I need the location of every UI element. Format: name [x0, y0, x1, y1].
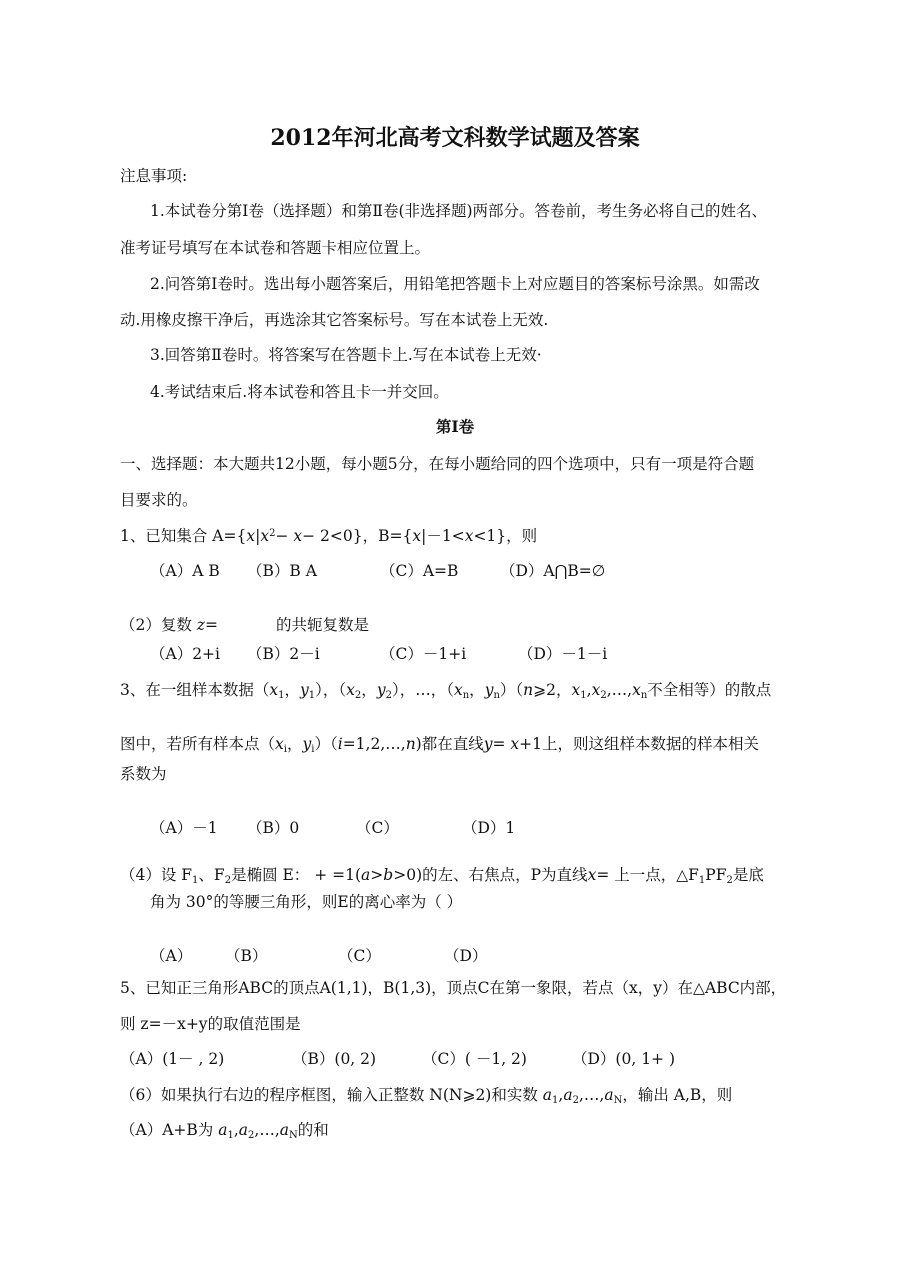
question-5-option-c: （C）( －1, 2) — [422, 1050, 527, 1068]
question-2-option-b: （B）2－i — [247, 645, 320, 663]
question-1-option-b: （B）B A — [247, 562, 317, 580]
question-1-stem: 1、已知集合 $A=\{x|x^2- x- 2<0\}$，B={x|－1<x<1}，则 — [120, 527, 538, 545]
part1-intro-a: 一、选择题：本大题共12小题，每小题5分，在每小题给同的四个选项中，只有一项是符合题 — [120, 455, 755, 473]
question-5-line-1: 5、已知正三角形ABC的顶点A(1,1)，B(1,3)，顶点C在第一象限，若点（x，y）在△ABC内部， — [120, 979, 787, 997]
question-3-option-b: （B）0 — [247, 819, 300, 837]
question-2-stem: （2）复数 z= 的共轭复数是 — [120, 616, 369, 634]
question-6-line-1: （6）如果执行右边的程序框图，输入正整数 N(N⩾2)和实数 $a_1,a_2,\dots,a_N$，输出 A,B，则 — [120, 1086, 733, 1106]
notice-item-1b: 准考证号填写在本试卷和答题卡相应位置上。 — [120, 239, 431, 257]
part1-intro-b: 目要求的。 — [120, 491, 198, 509]
notice-item-2b: 动.用橡皮擦干净后，再选涂其它答案标号。写在本试卷上无效. — [120, 311, 549, 329]
question-4-line-2: 角为 30°的等腰三角形，则E的离心率为（ ） — [150, 893, 463, 911]
question-2-option-c: （C）－1+i — [380, 645, 467, 663]
question-4-option-b: （B） — [225, 947, 268, 965]
notice-item-4: 4.考试结束后.将本试卷和答且卡一并交回。 — [150, 383, 449, 401]
notice-item-1a: 1.本试卷分第Ⅰ卷（选择题）和第Ⅱ卷(非选择题)两部分。答卷前，考生务必将自己的姓名、 — [150, 202, 768, 220]
question-4-option-a: （A） — [150, 947, 193, 965]
question-5-option-b: （B）(0, 2) — [292, 1050, 377, 1068]
question-3-option-d: （D）1 — [462, 819, 516, 837]
question-2-option-a: （A）2+i — [150, 645, 220, 663]
question-4-line-1: （4）设 $F_1$、$F_2$是椭圆 E： + =1(a>b>0)的左、右焦点，P为直线x= 上一点，$\triangle F_1PF_2$是底 — [120, 866, 764, 886]
page-title: 2012年河北高考文科数学试题及答案 — [270, 125, 640, 151]
question-4-option-d: （D） — [444, 947, 488, 965]
notice-item-2a: 2.问答第Ⅰ卷时。选出每小题答案后，用铅笔把答题卡上对应题目的答案标号涂黑。如需改 — [150, 275, 760, 293]
notice-heading: 注息事项: — [120, 167, 188, 185]
question-5-option-d: （D）(0, 1+ ) — [572, 1050, 676, 1068]
question-2-option-d: （D）－1－i — [518, 645, 608, 663]
question-1-option-a: （A）A B — [150, 562, 220, 580]
question-3-line-1: 3、在一组样本数据（$x_1$，$y_1$），（$x_2$，$y_2$），…，（$x_n$，$y_n)(n⩾2$，$x_1,x_2,\dots,x_n$不全相等）的散点 — [120, 681, 772, 701]
question-1-option-c: （C）A=B — [380, 562, 459, 580]
question-4-option-c: （C） — [338, 947, 381, 965]
question-3-line-3: 系数为 — [120, 765, 167, 783]
question-5-line-2: 则 z=－x+y的取值范围是 — [120, 1015, 301, 1033]
question-1-option-d: （D）A⋂B=∅ — [500, 562, 606, 580]
notice-item-3: 3.回答第Ⅱ卷时。将答案写在答题卡上.写在本试卷上无效· — [150, 346, 542, 364]
question-3-option-c: （C） — [356, 819, 399, 837]
question-6-option-a: （A）A+B为 $a_1,a_2,\dots,a_N$的和 — [120, 1121, 329, 1141]
question-5-option-a: （A）(1－ , 2) — [120, 1050, 225, 1068]
question-3-line-2: 图中，若所有样本点（$x_i$，$y_i)(i=1,2,\dots,n)$都在直线y= x+1上，则这组样本数据的样本相关 — [120, 735, 760, 755]
section-title: 第Ⅰ卷 — [435, 417, 475, 436]
question-3-option-a: （A）－1 — [150, 819, 218, 837]
